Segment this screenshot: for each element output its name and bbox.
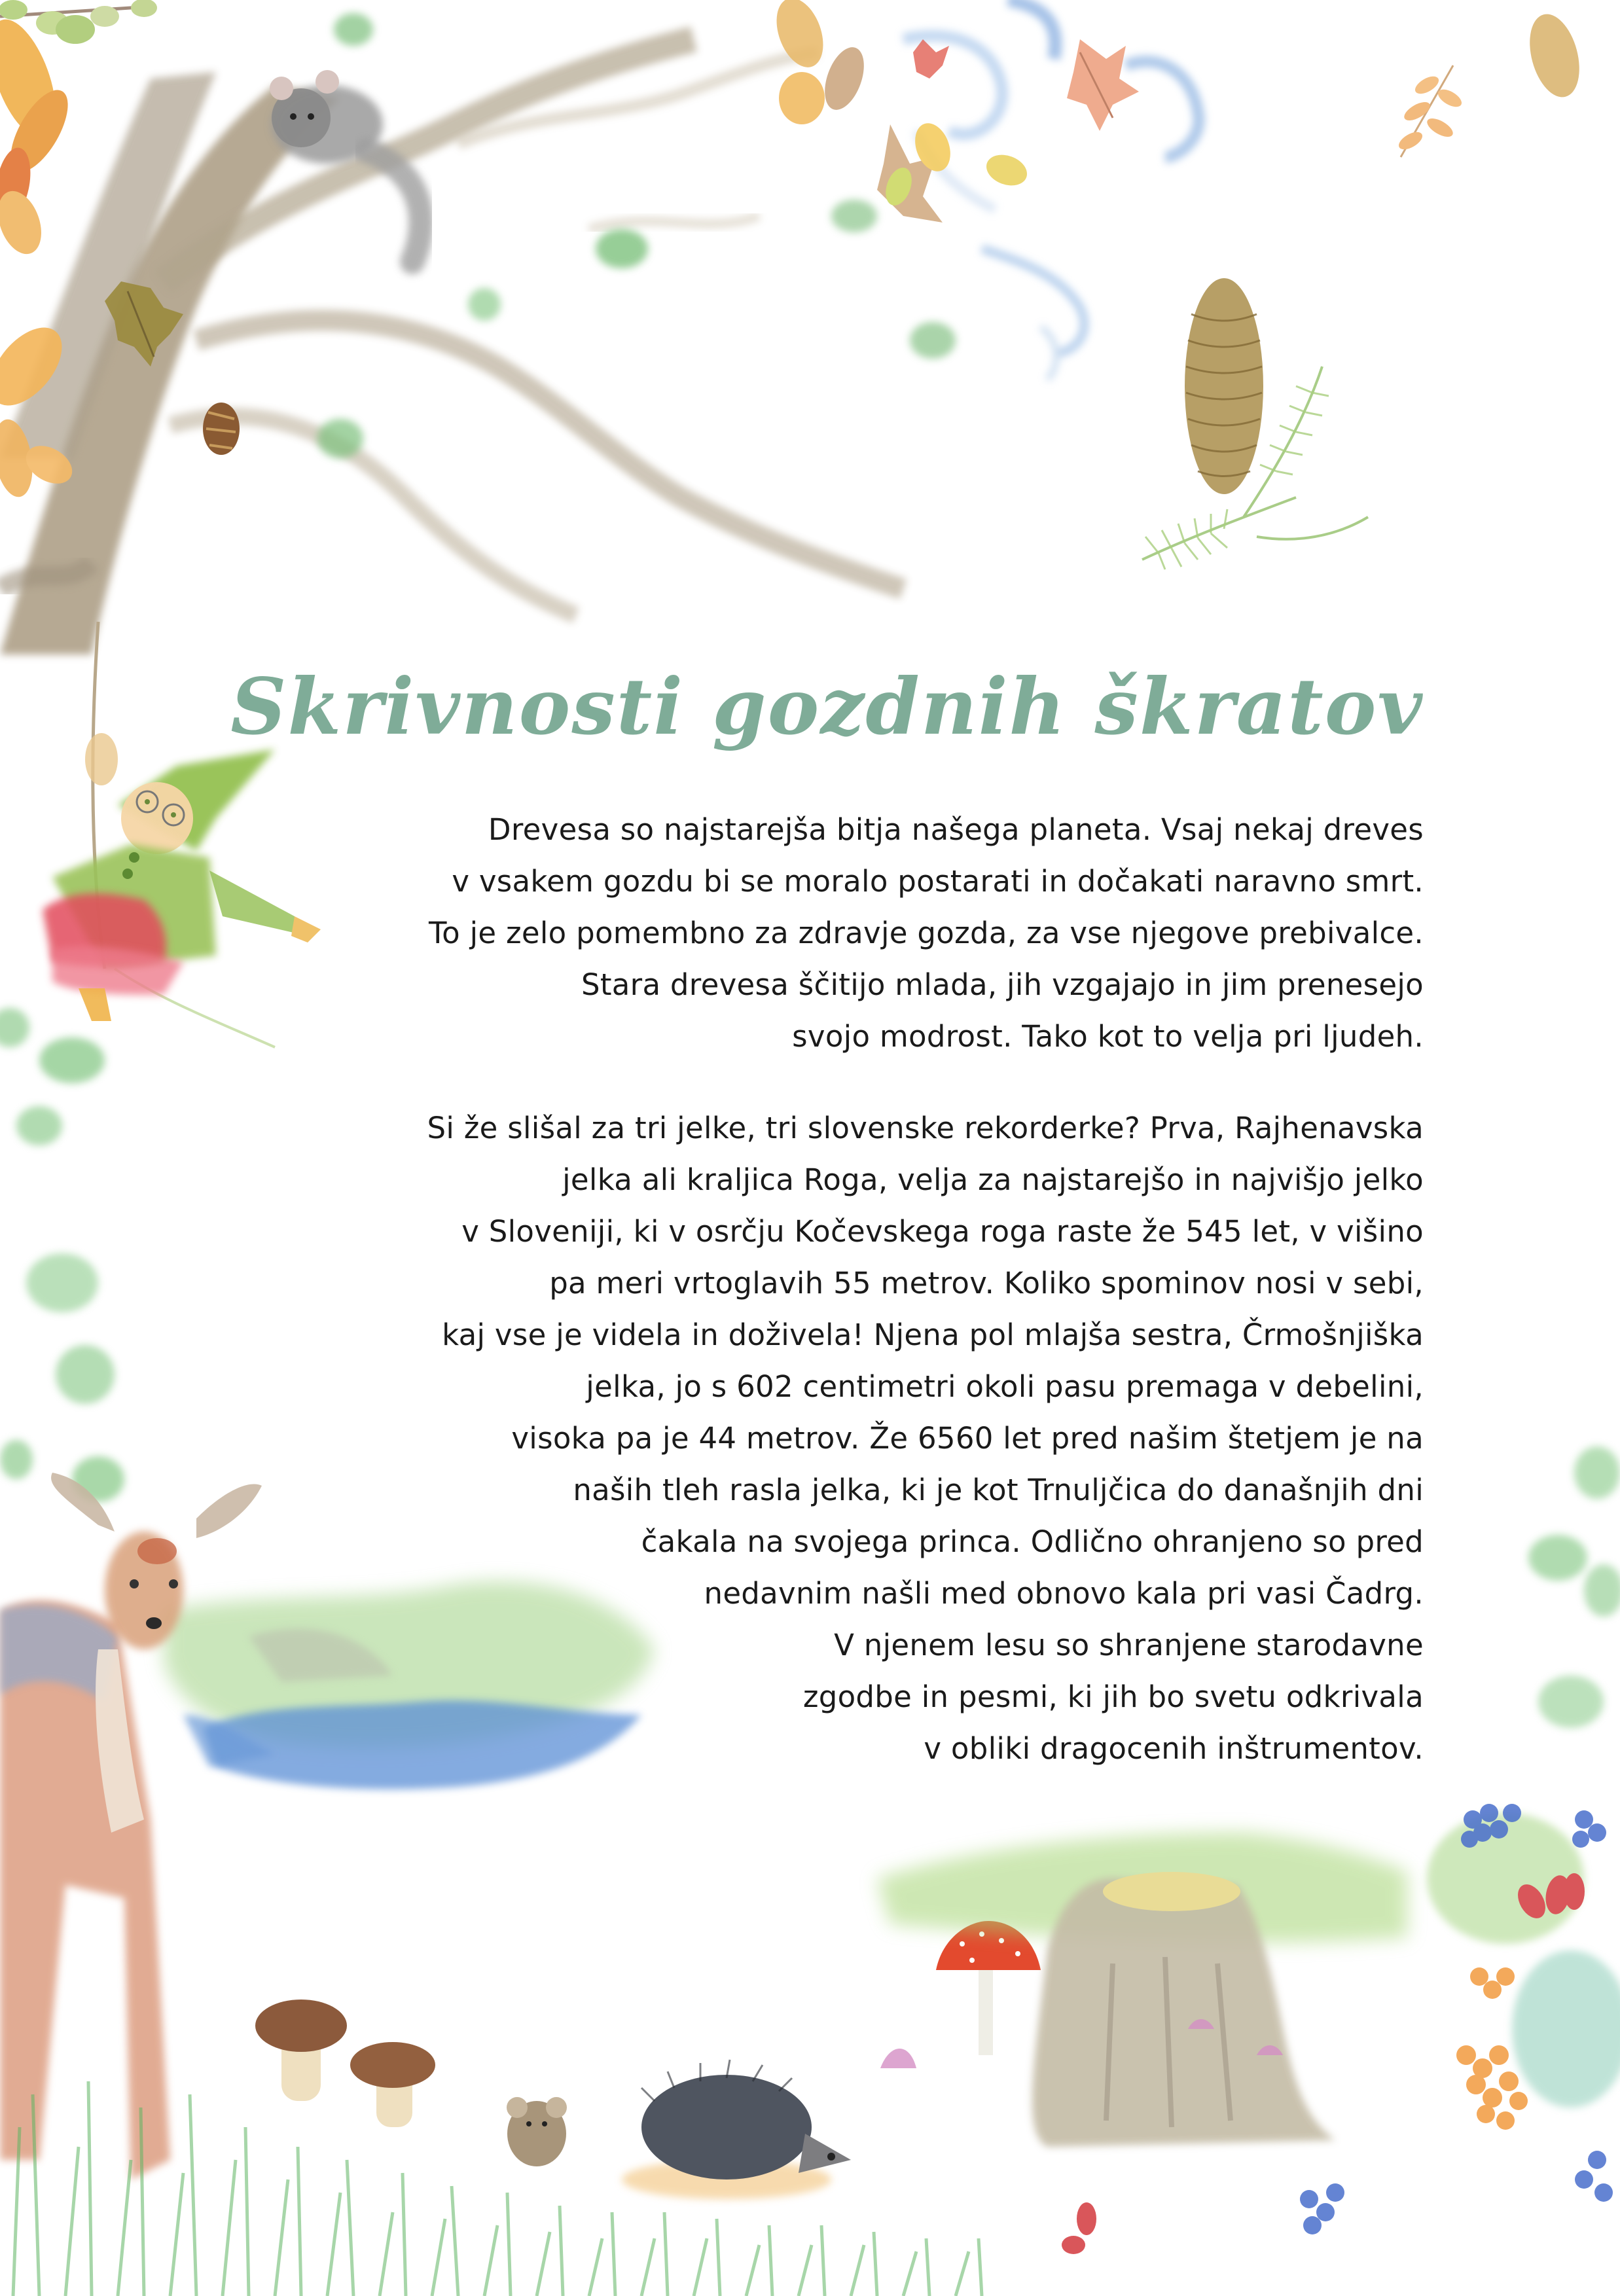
text-line: jelka ali kraljica Roga, velja za najstarejšo in najvišjo jelko bbox=[562, 1162, 1424, 1197]
text-line: zgodbe in pesmi, ki jih bo svetu odkrivala bbox=[802, 1679, 1424, 1714]
text-line: Si že slišal za tri jelke, tri slovenske rekorderke? Prva, Rajhenavska bbox=[427, 1111, 1424, 1145]
birch-leaves-left bbox=[0, 1008, 124, 1502]
text-line: Drevesa so najstarejša bitja našega planeta. Vsaj nekaj dreves bbox=[488, 812, 1424, 847]
text-line: V njenem lesu so shranjene starodavne bbox=[834, 1628, 1424, 1662]
small-pinecone bbox=[203, 403, 240, 455]
hedgehog-illustration bbox=[622, 2060, 851, 2199]
text-line: To je zelo pomembno za zdravje gozda, za vse njegove prebivalce. bbox=[429, 916, 1424, 950]
text-line: v vsakem gozdu bi se moralo postarati in dočakati naravno smrt. bbox=[452, 864, 1424, 899]
page-title: Skrivnosti gozdnih škratov bbox=[230, 661, 1424, 752]
mouse-illustration bbox=[507, 2097, 567, 2166]
text-line: kaj vse je videla in doživela! Njena pol mlajša sestra, Črmošnjiška bbox=[442, 1318, 1424, 1352]
text-line: v obliki dragocenih inštrumentov. bbox=[924, 1731, 1424, 1766]
deer-illustration bbox=[0, 1473, 262, 2179]
falling-leaves-illustration bbox=[768, 0, 1588, 223]
pine-cone-illustration bbox=[1142, 278, 1368, 569]
wind-swirls-illustration bbox=[903, 0, 1199, 380]
intro-paragraph bbox=[429, 804, 1424, 1062]
text-line: jelka, jo s 602 centimetri okoli pasu premaga v debelini, bbox=[586, 1369, 1424, 1404]
fir-records-paragraph bbox=[427, 1102, 1424, 1774]
text-line: svojo modrost. Tako kot to velja pri ljudeh. bbox=[792, 1019, 1424, 1054]
fly-agaric-mushroom-illustration bbox=[936, 1921, 1041, 2055]
text-line: visoka pa je 44 metrov. Že 6560 let pred našim štetjem je na bbox=[511, 1421, 1424, 1456]
text-line: Stara drevesa ščitijo mlada, jih vzgajajo in jim prenesejo bbox=[581, 967, 1424, 1002]
text-line: pa meri vrtoglavih 55 metrov. Koliko spominov nosi v sebi, bbox=[549, 1266, 1424, 1300]
tree-stump-illustration bbox=[877, 1833, 1407, 2147]
text-line: nedavnim našli med obnovo kala pri vasi Čadrg. bbox=[704, 1576, 1424, 1611]
porcini-mushrooms-illustration bbox=[255, 2000, 435, 2127]
text-line: naših tleh rasla jelka, ki je kot Trnuljčica do današnjih dni bbox=[573, 1473, 1424, 1507]
text-line: v Sloveniji, ki v osrčju Kočevskega roga raste že 545 let, v višino bbox=[461, 1214, 1424, 1249]
text-line: čakala na svojega princa. Odlično ohranjeno so pred bbox=[641, 1524, 1424, 1559]
rowan-sprig-leaf bbox=[1396, 65, 1465, 157]
